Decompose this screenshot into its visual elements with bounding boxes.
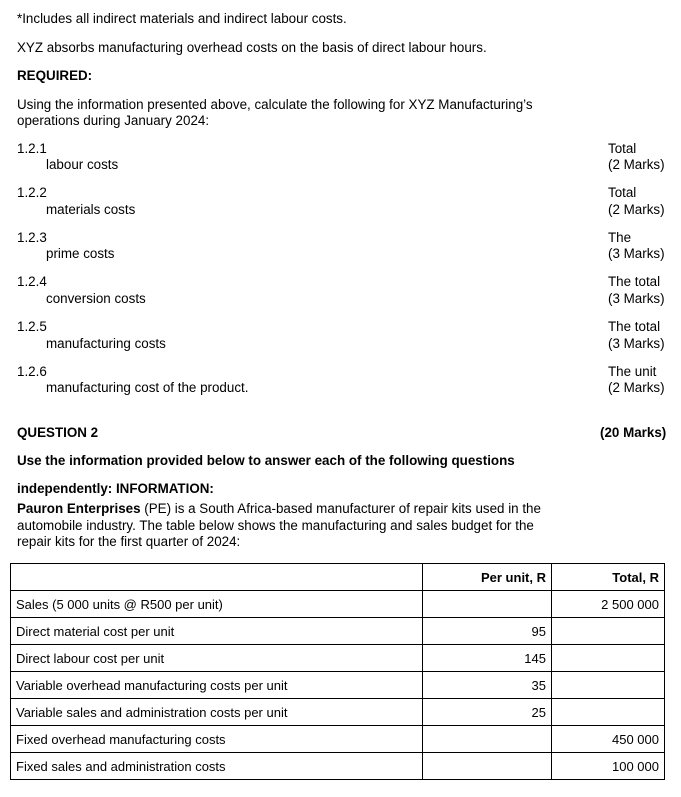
table-row	[11, 618, 665, 645]
row-label: Direct labour cost per unit	[11, 645, 423, 672]
table-row	[11, 591, 665, 618]
required-instruction-line2: operations during January 2024:	[17, 113, 210, 128]
per-unit-cell	[423, 726, 552, 753]
item-prefix: The total	[608, 274, 661, 289]
header-cell	[11, 564, 423, 591]
item-number: 1.2.4	[17, 274, 47, 289]
item-text: materials costs	[46, 202, 136, 217]
per-unit-cell	[423, 753, 552, 780]
item-marks: (2 Marks)	[608, 202, 665, 217]
total-cell	[552, 645, 665, 672]
table-row	[11, 726, 665, 753]
total-cell	[552, 618, 665, 645]
row-label: Fixed sales and administration costs	[11, 753, 423, 780]
table-row	[11, 672, 665, 699]
item-prefix: The unit	[608, 364, 657, 379]
item-text: manufacturing cost of the product.	[46, 380, 249, 395]
table-row	[11, 645, 665, 672]
item-prefix: The total	[608, 319, 661, 334]
table-row	[11, 699, 665, 726]
row-label: Sales (5 000 units @ R500 per unit)	[11, 591, 423, 618]
header-cell: Total, R	[552, 564, 665, 591]
item-number: 1.2.5	[17, 319, 47, 334]
per-unit-cell: 25	[423, 699, 552, 726]
per-unit-cell: 35	[423, 672, 552, 699]
item-marks: (2 Marks)	[608, 157, 665, 172]
item-text: labour costs	[46, 157, 119, 172]
question-instruction-line2: independently: INFORMATION:	[17, 481, 214, 496]
item-text: manufacturing costs	[46, 336, 166, 351]
total-cell	[552, 699, 665, 726]
item-number: 1.2.6	[17, 364, 47, 379]
per-unit-cell	[423, 591, 552, 618]
item-prefix: Total	[608, 185, 637, 200]
info-paragraph-line3: repair kits for the first quarter of 2024:	[17, 534, 241, 549]
absorption-basis-text: XYZ absorbs manufacturing overhead costs on the basis of direct labour hours.	[17, 40, 487, 55]
item-marks: (3 Marks)	[608, 246, 665, 261]
item-prefix: Total	[608, 141, 637, 156]
row-label: Variable sales and administration costs per unit	[11, 699, 423, 726]
company-name: Pauron Enterprises	[17, 501, 141, 516]
item-marks: (3 Marks)	[608, 336, 665, 351]
per-unit-cell: 95	[423, 618, 552, 645]
item-number: 1.2.3	[17, 230, 47, 245]
required-instruction-line1: Using the information presented above, calculate the following for XYZ Manufacturing’s	[17, 97, 533, 112]
row-label: Variable overhead manufacturing costs per unit	[11, 672, 423, 699]
table-header-row	[11, 564, 665, 591]
total-cell	[552, 672, 665, 699]
question-marks: (20 Marks)	[600, 425, 667, 440]
note-text: *Includes all indirect materials and indirect labour costs.	[17, 11, 347, 26]
required-heading: REQUIRED:	[17, 68, 93, 83]
table-row	[11, 753, 665, 780]
info-paragraph-line2: automobile industry. The table below shows the manufacturing and sales budget for the	[17, 518, 534, 533]
item-marks: (3 Marks)	[608, 291, 665, 306]
row-label: Fixed overhead manufacturing costs	[11, 726, 423, 753]
item-marks: (2 Marks)	[608, 380, 665, 395]
item-text: conversion costs	[46, 291, 146, 306]
total-cell: 2 500 000	[552, 591, 665, 618]
total-cell: 450 000	[552, 726, 665, 753]
item-prefix: The	[608, 230, 632, 245]
item-number: 1.2.1	[17, 141, 47, 156]
total-cell: 100 000	[552, 753, 665, 780]
info-paragraph-line1	[17, 501, 541, 516]
budget-table	[10, 563, 665, 780]
info-paragraph-line1-rest: (PE) is a South Africa-based manufacturer of repair kits used in the	[140, 501, 541, 516]
row-label: Direct material cost per unit	[11, 618, 423, 645]
item-text: prime costs	[46, 246, 115, 261]
per-unit-cell: 145	[423, 645, 552, 672]
question-title: QUESTION 2	[17, 425, 99, 440]
question-instruction-line1: Use the information provided below to answer each of the following questions	[17, 453, 515, 468]
header-cell: Per unit, R	[423, 564, 552, 591]
item-number: 1.2.2	[17, 185, 47, 200]
